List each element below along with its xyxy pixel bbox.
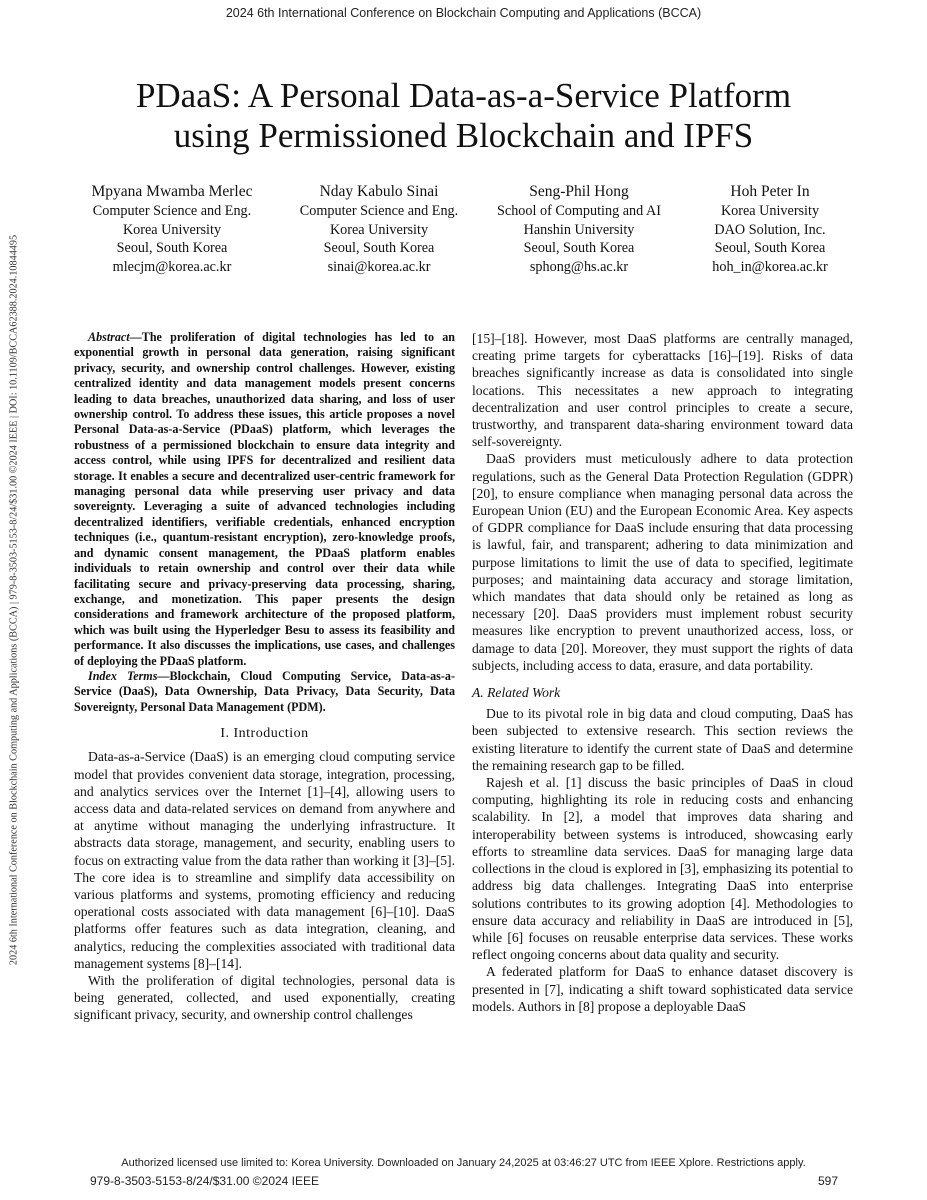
abstract [74, 330, 455, 669]
author-org: Korea University [329, 221, 429, 238]
author-dept: School of Computing and AI [497, 203, 661, 219]
author-email: mlecjm@korea.ac.kr [112, 258, 232, 275]
doi-sidebar [5, 160, 23, 1040]
author-city: Seoul, South Korea [116, 240, 228, 256]
abstract-label: Abstract [88, 330, 130, 344]
author-dept: Computer Science and Eng. [299, 203, 459, 219]
author-city: Seoul, South Korea [523, 240, 635, 256]
author-city: Seoul, South Korea [714, 240, 826, 256]
author-block [72, 182, 862, 282]
title-line-1: PDaaS: A Personal Data-as-a-Service Platform [135, 76, 792, 115]
related-work-paragraph-3: A federated platform for DaaS to enhance dataset discovery is presented in [7], indicating a shift toward sophisticated data service models. Authors in [8] propose a deployable DaaS [472, 964, 853, 1014]
index-terms [74, 669, 455, 715]
author-2 [284, 182, 474, 276]
author-org: DAO Solution, Inc. [714, 221, 826, 238]
related-work-paragraph-2: Rajesh et al. [1] discuss the basic principles of DaaS in cloud computing, highlighting its role in reducing costs and enhancing scalability. In [2], a model that improves data sharing and interoperability between systems is introduced, showcasing early efforts to streamline data services. DaaS for managing large data collections in the cloud is explored in [3], emphasizing its potential to address big data challenges. Integrating DaaS into enterprise solutions contributes to its growing adoption [4]. Methodologies to ensure data accuracy and reliability in DaaS are introduced in [5], while [6] focuses on reusable enterprise data services. These works reflect ongoing concerns about data quality and security. [472, 775, 853, 963]
index-terms-label: Index Terms [88, 668, 158, 683]
paper-title [60, 76, 867, 156]
abstract-text: —The proliferation of digital technologies has led to an exponential growth in personal data generation, raising significant privacy, security, and ownership control challenges. However, existing centralized identity and data management models present concerns leading to data breaches, unauthorized data sharing, and loss of user ownership control. To address these issues, this article proposes a novel Personal Data-as-a-Service (PDaaS) platform, which leverages the robustness of a permissioned blockchain to ensure data integrity and access control, while using IPFS for decentralized and resilient data storage. It enables a secure and decentralized user-centric framework for managing personal data while preserving user privacy and data sovereignty. Leveraging a suite of advanced technologies including decentralized identifiers, verifiable credentials, enhanced encryption techniques (i.e., quantum-resistant encryption), zero-knowledge proofs, and dynamic consent management, the PDaaS platform enables individuals to retain ownership and control over their data while facilitating secure and privacy-preserving data processing, sharing, exchange, and monetization. This paper presents the design considerations and framework architecture of the proposed platform, which was built using the Hyperledger Besu to assess its feasibility and performance. It also discusses the implications, use cases, and challenges of deploying the PDaaS platform. [74, 330, 455, 668]
subsection-heading-related-work: A. Related Work [472, 685, 561, 701]
right-column [472, 330, 853, 1015]
intro-paragraph-1: Data-as-a-Service (DaaS) is an emerging cloud computing service model that provides convenient data storage, integration, processing, and analytics services over the Internet [1]–[4], allowing users to access data and data-related services on demand from anywhere and at anytime without managing the underlying infrastructure. It abstracts data storage, management, and security, enabling users to focus on extracting value from the data rather than working it [3]–[5]. The core idea is to streamline and simplify data accessibility on various platforms and systems, promoting efficiency and reducing operational costs associated with data management [6]–[10]. DaaS platforms offer features such as data integration, cleaning, and analytics, reducing the complexities associated with traditional data management systems [8]–[14]. [74, 749, 455, 971]
author-4 [684, 182, 856, 276]
author-email: hoh_in@korea.ac.kr [712, 258, 828, 275]
author-dept: Korea University [720, 203, 820, 219]
author-name: Seng-Phil Hong [529, 183, 629, 200]
right-paragraph-gdpr: DaaS providers must meticulously adhere to data protection regulations, such as the General Data Protection Regulation (GDPR) [20], to ensure compliance when managing personal data across the European Union (EU) and the European Economic Area. Key aspects of GDPR compliance for DaaS include ensuring that data processing is lawful, fair, and transparent; adhering to data minimization and purpose limitations to limit the use of data to specified, legitimate purposes; and maintaining data accuracy and storage limitation, which mandates that data should only be retained as long as necessary [20]. DaaS providers must implement robust security measures like encryption to prevent unauthorized access, loss, or damage to data [20]. Moreover, they must support the rights of data subjects, including access to data, erasure, and data portability. [472, 451, 853, 673]
author-1 [72, 182, 272, 276]
author-email: sphong@hs.ac.kr [529, 258, 629, 275]
conference-header: 2024 6th International Conference on Blockchain Computing and Applications (BCCA) [225, 6, 702, 20]
right-paragraph-continued: [15]–[18]. However, most DaaS platforms are centrally managed, creating prime targets for cyberattacks [16]–[19]. Risks of data breaches significantly increase as data is consolidated into single locations. This necessitates a new approach to integrating decentralization and user control principles to create a secure, trustworthy, and transparent data-sharing environment toward data self-sovereignty. [472, 331, 853, 450]
page-number: 597 [818, 1174, 839, 1188]
author-name: Mpyana Mwamba Merlec [91, 183, 253, 200]
section-heading-introduction: I. Introduction [220, 726, 309, 742]
doi-sidebar-text: 2024 6th International Conference on Blockchain Computing and Applications (BCCA) | 979-8-3503-5153-8/24/$31.00 ©2024 IEEE | DOI: 10.1109/BCCA62388.2024.10844495 [8, 234, 20, 966]
author-3 [484, 182, 674, 276]
left-column [74, 330, 455, 1024]
related-work-paragraph-1: Due to its pivotal role in big data and cloud computing, DaaS has been subjected to extensive research. This section reviews the existing literature to identify the current state of DaaS and determine the remaining research gap to be filled. [472, 706, 853, 773]
title-line-2: using Permissioned Blockchain and IPFS [173, 116, 754, 155]
isbn-footer: 979-8-3503-5153-8/24/$31.00 ©2024 IEEE [90, 1174, 320, 1188]
author-dept: Computer Science and Eng. [92, 203, 252, 219]
index-terms-text: —Blockchain, Cloud Computing Service, Data-as-a-Service (DaaS), Data Ownership, Data Privacy, Data Security, Data Sovereignty, Personal Data Management (PDM). [74, 668, 455, 714]
license-notice: Authorized licensed use limited to: Korea University. Downloaded on January 24,2025 at 03:46:27 UTC from IEEE Xplore. Restrictions apply. [121, 1157, 806, 1169]
author-name: Hoh Peter In [730, 183, 810, 200]
author-city: Seoul, South Korea [323, 240, 435, 256]
author-email: sinai@korea.ac.kr [327, 258, 431, 275]
author-org: Hanshin University [523, 221, 635, 238]
author-org: Korea University [122, 221, 222, 238]
author-name: Nday Kabulo Sinai [319, 183, 439, 200]
intro-paragraph-2: With the proliferation of digital technologies, personal data is being generated, collected, and used exponentially, creating significant privacy, security, and ownership control challenges [74, 973, 455, 1023]
